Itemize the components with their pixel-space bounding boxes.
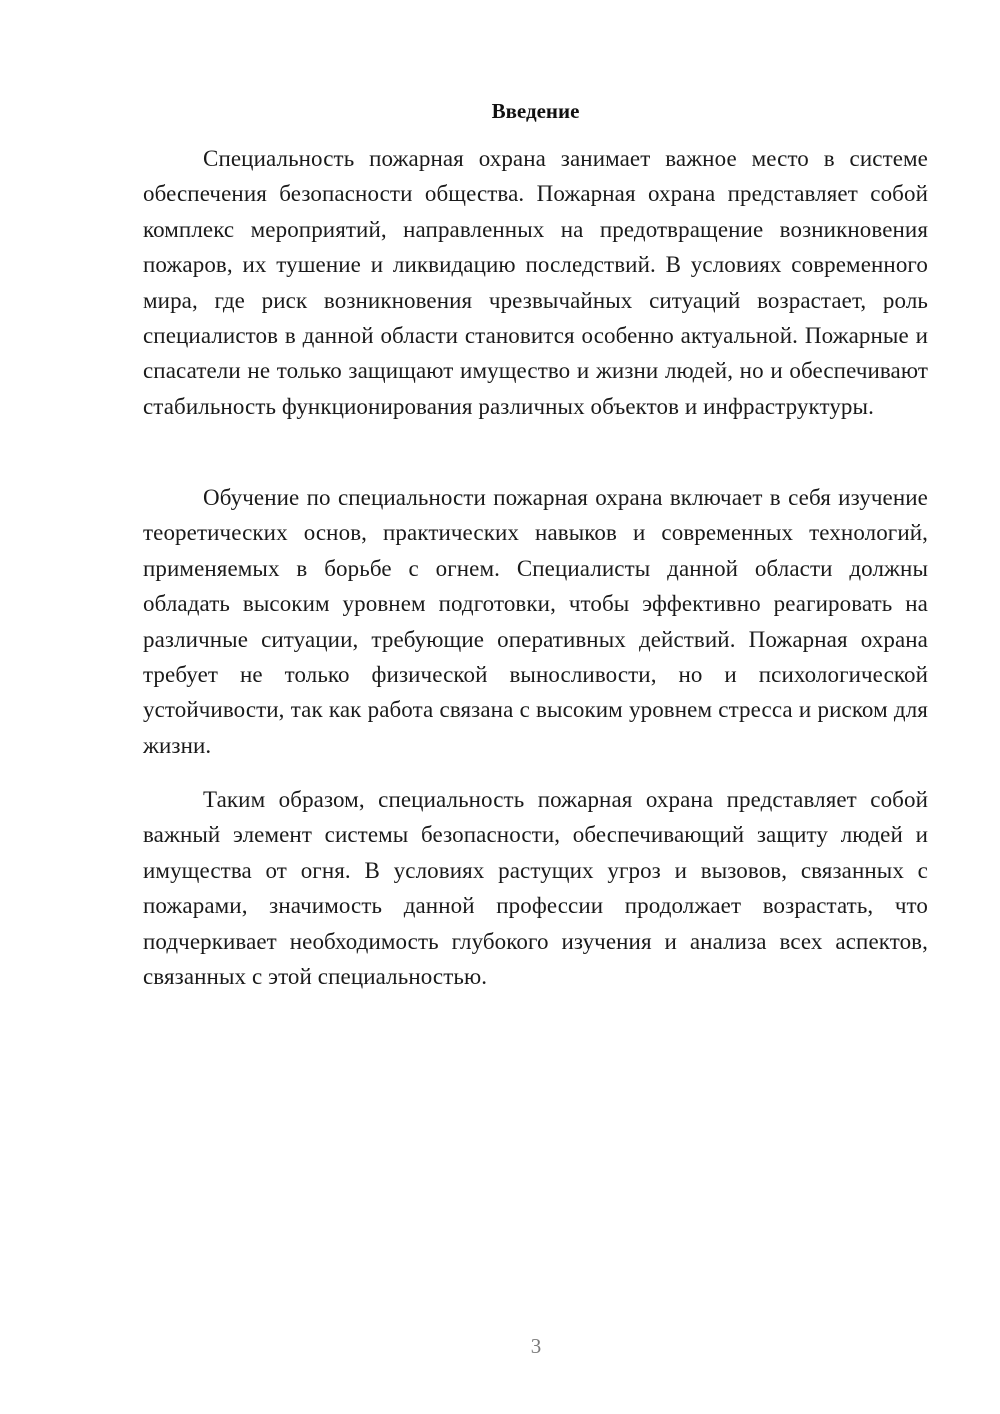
- paragraph-1: Специальность пожарная охрана занимает важное место в системе обеспечения безопасности общества. Пожарная охрана представляет собой комплекс мероприятий, направленных на предотвращение возникновения пожаров, их тушение и ликвидацию последствий. В условиях современного мира, где риск возникновения чрезвычайных ситуаций возрастает, роль специалистов в данной области становится особенно актуальной. Пожарные и спасатели не только защищают имущество и жизни людей, но и обеспечивают стабильность функционирования различных объектов и инфраструктуры.: [143, 146, 928, 419]
- paragraph-3: Таким образом, специальность пожарная охрана представляет собой важный элемент системы безопасности, обеспечивающий защиту людей и имущества от огня. В условиях растущих угроз и вызовов, связанных с пожарами, значимость данной профессии продолжает возрастать, что подчеркивает необходимость глубокого изучения и анализа всех аспектов, связанных с этой специальностью.: [143, 787, 928, 990]
- page-title: Введение: [491, 99, 580, 123]
- page-number: 3: [530, 1334, 542, 1358]
- paragraph-2: Обучение по специальности пожарная охрана включает в себя изучение теоретических основ, практических навыков и современных технологий, применяемых в борьбе с огнем. Специалисты данной области должны обладать высоким уровнем подготовки, чтобы эффективно реагировать на различные ситуации, требующие оперативных действий. Пожарная охрана требует не только физической выносливости, но и психологической устойчивости, так как работа связана с высоким уровнем стресса и риском для жизни.: [143, 485, 928, 758]
